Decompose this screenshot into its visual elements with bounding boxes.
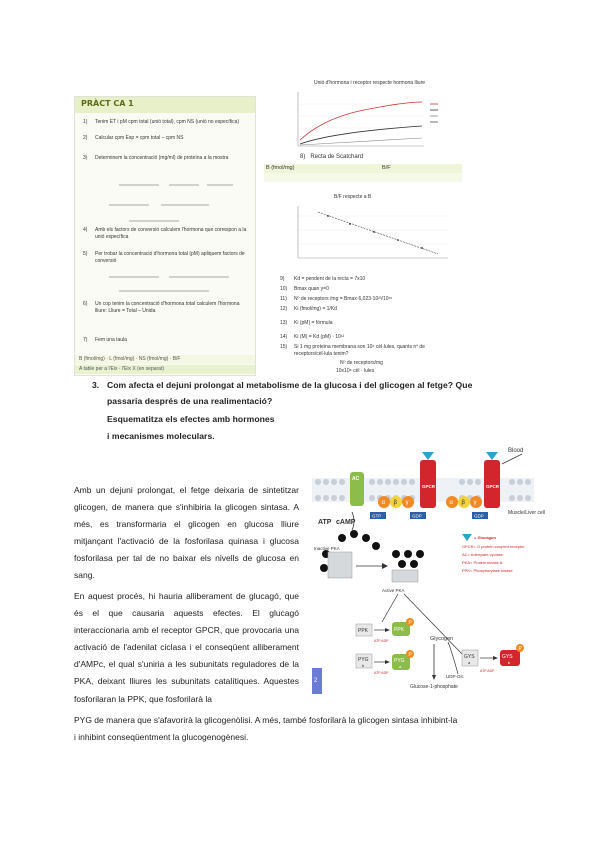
- chart2-title: B/F respecte a B: [334, 194, 372, 200]
- step-item: 10) Bmax quan y=0: [280, 286, 329, 292]
- question-line: i mecanismes moleculars.: [107, 431, 215, 441]
- svg-text:GPCR= G protein-coupled recept: GPCR= G protein-coupled receptor: [462, 544, 525, 549]
- question-line: Com afecta el dejuni prolongat al metabolisme de la glucosa i del glicogen al fetge? Que: [107, 380, 473, 390]
- active-pka-label: Active PKA: [382, 588, 405, 593]
- notes-table-row: B (fmol/mg) · L (fmol/mg) · NS (fmol/mg) · B/F: [75, 355, 255, 364]
- step-item: 11) Nº de receptors /mg = Bmax·6,023·10²³/10¹⁵: [280, 296, 393, 302]
- question-number: 3.: [92, 380, 100, 390]
- notes-image: [74, 96, 256, 376]
- step-item: 9) Kd = pendent de la recta = 7x10: [280, 276, 366, 282]
- svg-text:ATP ADP: ATP ADP: [374, 639, 389, 643]
- notes-header: PRÀCT CA 1: [75, 97, 255, 113]
- step-item: 12) Ki (fmol/mg) = 1/Kd: [280, 306, 337, 312]
- notes-item: 2) Calcular cpm Esp = cpm total – cpm NS: [83, 135, 184, 141]
- step-item: 10x10⁶ cèl · lules: [336, 368, 375, 374]
- svg-text:b: b: [508, 660, 511, 665]
- svg-text:α: α: [381, 500, 385, 506]
- svg-text:PPK: PPK: [394, 627, 405, 633]
- svg-text:PPK: PPK: [358, 628, 369, 634]
- step-8: 8) Recta de Scatchard: [300, 154, 364, 160]
- answer-line: PYG de manera que s'afavorirà la glicogenòlisi. A més, també fosforilarà la glicogen sintasa inhibint-la: [74, 715, 458, 725]
- svg-text:α: α: [449, 500, 453, 506]
- notes-formula: [99, 175, 239, 227]
- svg-text:ATP ADP: ATP ADP: [374, 671, 389, 675]
- glucagon-signaling-diagram: [312, 442, 545, 702]
- svg-text:P: P: [408, 620, 412, 626]
- step-item: 14) Ki (M) = Kd (pM) · 10¹²: [280, 334, 345, 340]
- chart1-title: Unió d'hormona i receptor respecte hormona lliure: [314, 80, 426, 86]
- svg-text:= Glucagon: = Glucagon: [474, 535, 496, 540]
- scatchard-table-row: [264, 173, 462, 182]
- chart2-plot: [288, 202, 460, 268]
- glucagon-triangle: [422, 452, 434, 460]
- svg-text:PKA= Protein kinase A: PKA= Protein kinase A: [462, 560, 503, 565]
- chart1-plot: [284, 88, 460, 154]
- scatchard-table-header: B (fmol/mg) B/F: [264, 164, 462, 173]
- svg-text:GYS: GYS: [502, 654, 513, 660]
- pka-regulatory: [392, 570, 418, 582]
- svg-text:PYG: PYG: [358, 657, 369, 663]
- answer-paragraph-2: En aquest procés, hi hauria alliberament de glucagó, que és el que causaria aquests efectes. El glucagó interaccionaria amb el receptor GPCR, que provocaria una activació de l'adenilat ciclasa i el conseqüent alliberament d'AMPc, el qual s'uniria a les subunitats reguladores de la PKA, deixant lliures les subunitats catalítiques. Aquestes fosforilaran la PPK, que fosforilarà la: [74, 591, 299, 704]
- svg-text:γ: γ: [405, 500, 409, 506]
- inactive-pka-label: Inactive PKA: [314, 546, 340, 551]
- atp-label: ATP: [318, 519, 332, 526]
- svg-text:AC= Adenylate cyclase: AC= Adenylate cyclase: [462, 552, 504, 557]
- cell-label: Muscle/Liver cell: [508, 510, 545, 516]
- answer-paragraph-1: Amb un dejuni prolongat, el fetge deixaria de sintetitzar glicogen, de manera que s'inhibiria la glicogen sintasa. A més, es transformaria el glicogen en glucosa lliure mitjançant l'activació de la fosforilasa quinasa i glucosa fosforilasa per tal de no baixar els nivells de glucosa en sang.: [74, 485, 299, 581]
- camp-label: cAMP: [336, 519, 356, 526]
- svg-text:PYG: PYG: [394, 658, 405, 664]
- glucagon-triangle: [486, 452, 498, 460]
- notes-footer: A table per a l'Eix · l'Eix X (en separat): [75, 365, 255, 374]
- question-line: Esquematitza els efectes amb hormones: [107, 414, 275, 424]
- answer-line: i inhibint conseqüentment la glucogenogènesi.: [74, 732, 249, 742]
- svg-text:P: P: [518, 646, 522, 652]
- legend: [462, 534, 525, 573]
- inactive-pka: [328, 552, 352, 578]
- svg-text:P: P: [408, 652, 412, 658]
- notes-item: 4) Amb els factors de conversió calculem l'hormona que correspon a la unió específica: [83, 227, 247, 240]
- svg-text:γ: γ: [473, 500, 477, 506]
- glycogen-label: Glycogen: [430, 636, 454, 642]
- g1p-label: Glucose-1-phosphate: [410, 684, 458, 690]
- svg-text:GYS: GYS: [464, 654, 475, 660]
- svg-text:GPCR: GPCR: [422, 484, 436, 489]
- svg-text:a: a: [399, 664, 402, 669]
- blood-label: Blood: [508, 448, 524, 454]
- svg-text:GDP: GDP: [412, 513, 422, 519]
- svg-text:a: a: [468, 660, 471, 665]
- svg-text:β: β: [461, 500, 465, 506]
- step-item: Nº de receptors/mg: [340, 360, 383, 366]
- svg-text:β: β: [393, 500, 397, 506]
- svg-text:2: 2: [314, 678, 318, 684]
- svg-text:AC: AC: [352, 476, 360, 482]
- notes-formula-2: [99, 269, 239, 297]
- svg-text:PPK= Phosphorylase kinase: PPK= Phosphorylase kinase: [462, 568, 513, 573]
- udpglc-label: UDP-Glc: [446, 674, 464, 679]
- svg-text:b: b: [362, 663, 365, 668]
- notes-item: 3) Determinem la concentració (mg/ml) de proteïna a la mostra: [83, 155, 229, 161]
- notes-item: 5) Per trobar la concentració d'hormona total (pM) apliquem factors de conversió: [83, 251, 245, 264]
- svg-text:GPCR: GPCR: [486, 484, 500, 489]
- notes-item: 1) Tenim ET i pM cpm total (unió total), cpm NS (unió no específica): [83, 119, 240, 125]
- notes-item: 7) Fem una taula: [83, 337, 127, 343]
- svg-text:GDP: GDP: [474, 513, 484, 519]
- svg-text:ATP ADP: ATP ADP: [480, 669, 495, 673]
- svg-text:GTP: GTP: [372, 513, 382, 519]
- step-item: 13) Ki (pM) = fórmula: [280, 320, 333, 326]
- notes-item: 6) Un cop tenim la concentració d'hormona total calculem l'hormona lliure: Lliure = Total – Unida: [83, 301, 240, 314]
- graph-image: [264, 80, 462, 376]
- step-item: 15) Si 1 mg proteïna membrana son 10⁶ cèl·lules, quants nº de receptors/cèl·lula tenim?: [280, 344, 425, 357]
- question-line: passaria després de una realimentació?: [107, 396, 273, 406]
